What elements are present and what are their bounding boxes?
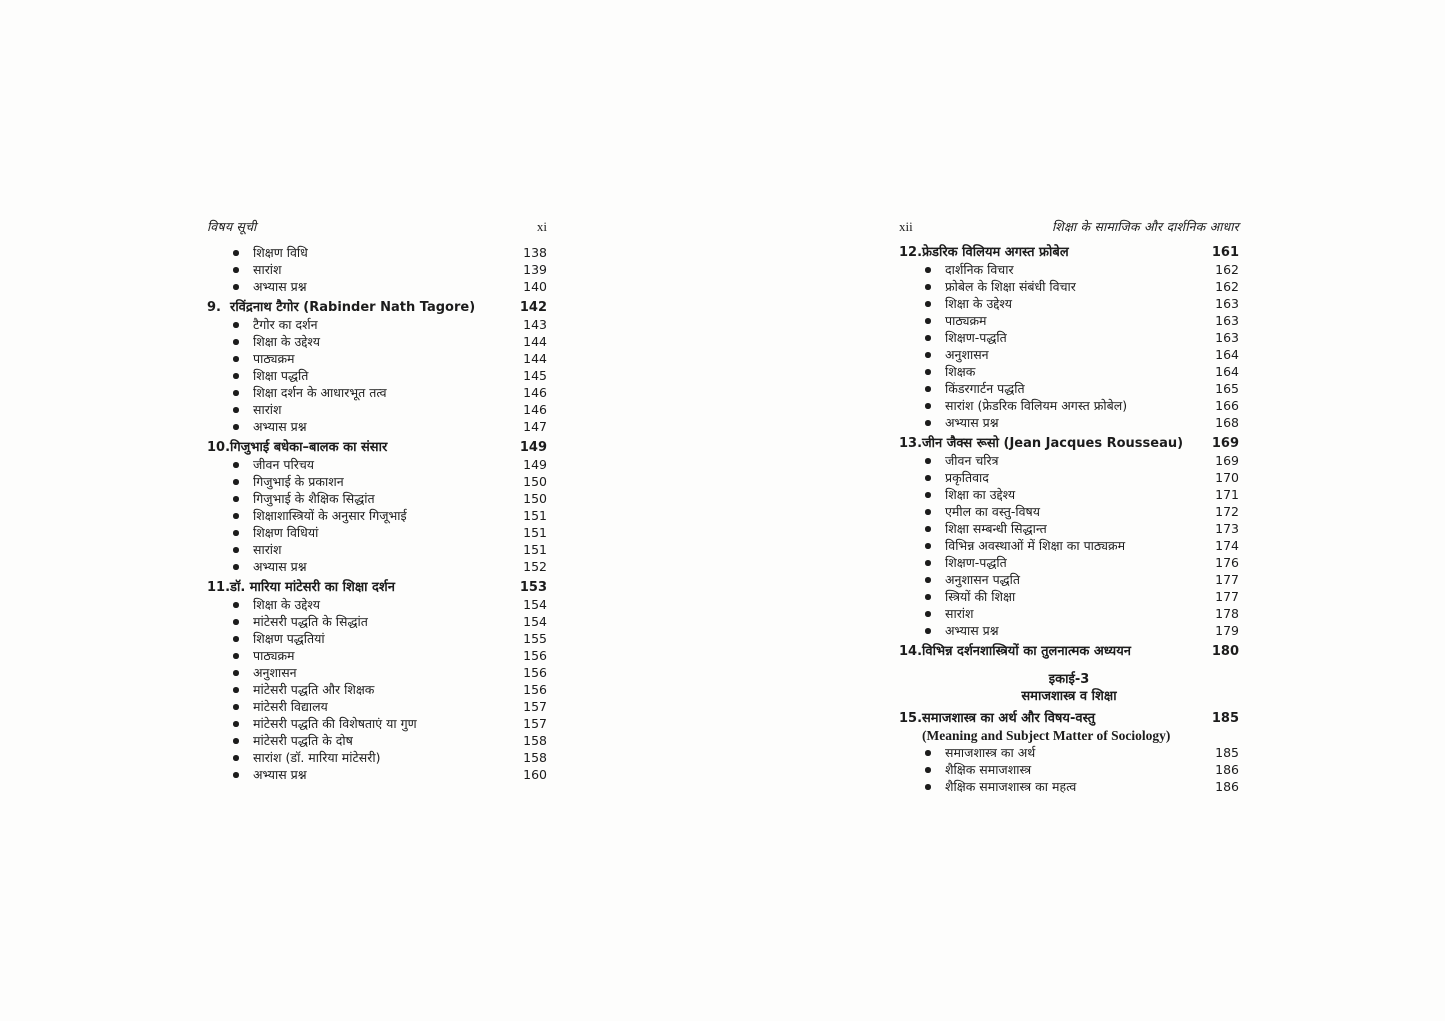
toc-sub-row [207, 664, 547, 681]
toc-entry-label: गिजुभाई बधेका–बालक का संसार [230, 440, 388, 455]
toc-entry-label: शिक्षक [945, 364, 976, 379]
toc-left-column [207, 244, 547, 783]
toc-entry-page-number: 138 [523, 245, 547, 260]
toc-entry-label: मांटेसरी पद्धति और शिक्षक [253, 682, 375, 697]
toc-entry-page-number: 151 [523, 525, 547, 540]
bullet-icon [233, 250, 239, 256]
toc-entry-page-number: 140 [523, 279, 547, 294]
toc-entry-label: अभ्यास प्रश्न [945, 415, 999, 430]
toc-entry-label: इकाई-3 [1048, 672, 1090, 687]
toc-entry-page-number: 162 [1215, 279, 1239, 294]
toc-entry-label: मांटेसरी पद्धति के दोष [253, 733, 353, 748]
toc-sub-row [207, 647, 547, 664]
toc-entry-label: शिक्षा दर्शन के आधारभूत तत्व [253, 385, 387, 400]
toc-entry-label: शिक्षण-पद्धति [945, 330, 1007, 345]
toc-entry-label: विभिन्न दर्शनशास्त्रियों का तुलनात्मक अध्ययन [922, 644, 1131, 659]
toc-sub-row [207, 630, 547, 647]
toc-sub-row [207, 418, 547, 435]
bullet-icon [233, 670, 239, 676]
toc-sub-row [207, 681, 547, 698]
toc-chapter-row [899, 643, 1239, 660]
bullet-icon [233, 356, 239, 362]
toc-sub-row [207, 507, 547, 524]
bullet-icon [925, 492, 931, 498]
toc-entry-page-number: 176 [1215, 555, 1239, 570]
left-page [207, 218, 547, 783]
toc-entry-page-number: 149 [523, 457, 547, 472]
bullet-icon [925, 458, 931, 464]
toc-sub-row [207, 367, 547, 384]
right-running-title: शिक्षा के सामाजिक और दार्शनिक आधार [1052, 219, 1239, 234]
bullet-icon [925, 560, 931, 566]
bullet-icon [233, 738, 239, 744]
toc-entry-label: शिक्षा पद्धति [253, 368, 309, 383]
toc-entry-page-number: 163 [1215, 313, 1239, 328]
toc-entry-label: शैक्षिक समाजशास्त्र का महत्व [945, 779, 1077, 794]
toc-sub-row [207, 490, 547, 507]
toc-entry-page-number: 150 [523, 491, 547, 506]
toc-entry-number: 9. [207, 300, 221, 315]
toc-entry-page-number: 185 [1215, 745, 1239, 760]
toc-entry-label: शिक्षा के उद्देश्य [253, 597, 320, 612]
toc-entry-number: 13. [899, 436, 923, 451]
toc-entry-page-number: 177 [1215, 572, 1239, 587]
toc-entry-page-number: 185 [1211, 711, 1239, 726]
bullet-icon [233, 636, 239, 642]
toc-entry-page-number: 163 [1215, 330, 1239, 345]
bullet-icon [925, 420, 931, 426]
toc-entry-page-number: 169 [1211, 436, 1239, 451]
toc-entry-number: 15. [899, 711, 923, 726]
toc-entry-label: अभ्यास प्रश्न [253, 279, 307, 294]
toc-entry-page-number: 143 [523, 317, 547, 332]
toc-entry-page-number: 186 [1215, 779, 1239, 794]
toc-sub-row [899, 346, 1239, 363]
bullet-icon [925, 594, 931, 600]
toc-sub-row [207, 524, 547, 541]
toc-sub-row [899, 554, 1239, 571]
right-page-header [899, 218, 1239, 234]
toc-entry-page-number: 150 [523, 474, 547, 489]
bullet-icon [233, 547, 239, 553]
bullet-icon [925, 352, 931, 358]
toc-sub-row [899, 571, 1239, 588]
toc-entry-label: अभ्यास प्रश्न [945, 623, 999, 638]
toc-sub-row [207, 316, 547, 333]
bullet-icon [233, 479, 239, 485]
toc-entry-page-number: 162 [1215, 262, 1239, 277]
bullet-icon [233, 424, 239, 430]
toc-chapter-row [207, 579, 547, 596]
bullet-icon [925, 543, 931, 549]
toc-entry-label: अनुशासन [253, 665, 297, 680]
toc-sub-row [207, 261, 547, 278]
toc-entry-page-number: 155 [523, 631, 547, 646]
bullet-icon [925, 267, 931, 273]
toc-sub-row [899, 469, 1239, 486]
left-page-header [207, 218, 547, 234]
toc-entry-label: शिक्षण विधियां [253, 525, 319, 540]
bullet-icon [925, 403, 931, 409]
toc-entry-label: पाठ्यक्रम [253, 648, 295, 663]
toc-entry-label: शिक्षण पद्धतियां [253, 631, 325, 646]
toc-entry-page-number: 146 [523, 402, 547, 417]
toc-entry-page-number: 149 [519, 440, 547, 455]
bullet-icon [233, 653, 239, 659]
toc-entry-label: फ्रेडरिक विलियम अगस्त फ्रोबेल [922, 245, 1069, 260]
toc-entry-label: एमील का वस्तु-विषय [945, 504, 1040, 519]
toc-sub-row [207, 715, 547, 732]
toc-entry-page-number: 174 [1215, 538, 1239, 553]
toc-note-row [899, 727, 1239, 744]
toc-sub-row [899, 414, 1239, 431]
toc-entry-label: शिक्षण विधि [253, 245, 308, 260]
toc-sub-row [207, 766, 547, 783]
bullet-icon [233, 407, 239, 413]
bullet-icon [925, 577, 931, 583]
bullet-icon [233, 772, 239, 778]
toc-chapter-row [899, 435, 1239, 452]
toc-entry-page-number: 178 [1215, 606, 1239, 621]
toc-sub-row [899, 605, 1239, 622]
toc-entry-page-number: 151 [523, 508, 547, 523]
toc-entry-page-number: 179 [1215, 623, 1239, 638]
toc-entry-label: शिक्षा के उद्देश्य [253, 334, 320, 349]
bullet-icon [925, 750, 931, 756]
toc-entry-label: पाठ्यक्रम [253, 351, 295, 366]
toc-entry-page-number: 164 [1215, 364, 1239, 379]
toc-sub-row [207, 333, 547, 350]
bullet-icon [925, 318, 931, 324]
toc-entry-label: सारांश [253, 542, 282, 557]
toc-entry-label: रविंद्रनाथ टैगोर (Rabinder Nath Tagore) [230, 300, 476, 315]
toc-sub-row [207, 384, 547, 401]
toc-sub-row [899, 363, 1239, 380]
toc-entry-page-number: 160 [523, 767, 547, 782]
toc-entry-page-number: 186 [1215, 762, 1239, 777]
toc-entry-page-number: 177 [1215, 589, 1239, 604]
toc-entry-number: 10. [207, 440, 231, 455]
toc-sub-row [899, 622, 1239, 639]
toc-sub-row [899, 329, 1239, 346]
bullet-icon [925, 611, 931, 617]
toc-sub-row [207, 698, 547, 715]
toc-entry-label: मांटेसरी पद्धति के सिद्धांत [253, 614, 368, 629]
bullet-icon [233, 513, 239, 519]
bullet-icon [233, 462, 239, 468]
toc-entry-page-number: 165 [1215, 381, 1239, 396]
toc-entry-label: शैक्षिक समाजशास्त्र [945, 762, 1032, 777]
toc-entry-page-number: 164 [1215, 347, 1239, 362]
bullet-icon [925, 628, 931, 634]
toc-entry-label: टैगोर का दर्शन [253, 317, 318, 332]
toc-entry-label: पाठ्यक्रम [945, 313, 987, 328]
toc-entry-label: फ्रोबेल के शिक्षा संबंधी विचार [945, 279, 1076, 294]
toc-entry-label: डॉ. मारिया मांटेसरी का शिक्षा दर्शन [230, 580, 395, 595]
bullet-icon [233, 619, 239, 625]
toc-sub-row [207, 350, 547, 367]
toc-entry-label: समाजशास्त्र का अर्थ [945, 745, 1036, 760]
toc-chapter-row [899, 244, 1239, 261]
toc-entry-page-number: 161 [1211, 245, 1239, 260]
toc-entry-page-number: 156 [523, 665, 547, 680]
toc-entry-label: अभ्यास प्रश्न [253, 419, 307, 434]
toc-entry-label: शिक्षा का उद्देश्य [945, 487, 1016, 502]
toc-entry-page-number: 144 [523, 351, 547, 366]
toc-entry-label: गिजुभाई के प्रकाशन [253, 474, 344, 489]
toc-entry-page-number: 139 [523, 262, 547, 277]
bullet-icon [233, 373, 239, 379]
toc-entry-page-number: 168 [1215, 415, 1239, 430]
toc-entry-page-number: 154 [523, 614, 547, 629]
bullet-icon [233, 390, 239, 396]
toc-sub-row [207, 456, 547, 473]
toc-sub-row [899, 486, 1239, 503]
toc-entry-label: समाजशास्त्र व शिक्षा [1021, 689, 1117, 704]
toc-entry-label: जीवन परिचय [253, 457, 315, 472]
toc-sub-row [207, 401, 547, 418]
toc-entry-page-number: 157 [523, 699, 547, 714]
toc-sub-row [899, 761, 1239, 778]
bullet-icon [925, 301, 931, 307]
toc-sub-row [899, 380, 1239, 397]
toc-sub-row [207, 541, 547, 558]
toc-sub-row [899, 520, 1239, 537]
toc-unit-row [899, 671, 1239, 688]
toc-entry-label: अभ्यास प्रश्न [253, 559, 307, 574]
toc-entry-label: अभ्यास प्रश्न [253, 767, 307, 782]
toc-entry-label: जीवन चरित्र [945, 453, 999, 468]
toc-entry-page-number: 173 [1215, 521, 1239, 536]
toc-entry-label: मांटेसरी विद्यालय [253, 699, 328, 714]
toc-chapter-row [899, 710, 1239, 727]
toc-entry-page-number: 156 [523, 648, 547, 663]
bullet-icon [925, 369, 931, 375]
bullet-icon [925, 386, 931, 392]
toc-entry-label: सारांश [253, 402, 282, 417]
toc-sub-row [899, 261, 1239, 278]
toc-entry-page-number: 170 [1215, 470, 1239, 485]
toc-entry-page-number: 171 [1215, 487, 1239, 502]
toc-entry-label: सारांश (डॉ. मारिया मांटेसरी) [253, 750, 381, 765]
toc-sub-row [207, 732, 547, 749]
bullet-icon [233, 602, 239, 608]
toc-sub-row [207, 244, 547, 261]
toc-entry-label: (Meaning and Subject Matter of Sociology) [922, 728, 1171, 743]
toc-entry-label: सारांश (फ्रेडरिक विलियम अगस्त फ्रोबेल) [945, 398, 1128, 413]
toc-sub-row [899, 503, 1239, 520]
toc-sub-row [899, 295, 1239, 312]
toc-entry-page-number: 157 [523, 716, 547, 731]
toc-entry-label: शिक्षण-पद्धति [945, 555, 1007, 570]
toc-entry-label: अनुशासन [945, 347, 989, 362]
toc-entry-page-number: 163 [1215, 296, 1239, 311]
right-page-folio: xii [899, 219, 913, 234]
toc-entry-number: 11. [207, 580, 231, 595]
toc-sub-row [899, 778, 1239, 795]
bullet-icon [233, 687, 239, 693]
toc-entry-page-number: 151 [523, 542, 547, 557]
toc-entry-label: मांटेसरी पद्धति की विशेषताएं या गुण [253, 716, 417, 731]
bullet-icon [233, 339, 239, 345]
toc-entry-label: शिक्षाशास्त्रियों के अनुसार गिजूभाई [253, 508, 407, 523]
toc-chapter-row [207, 299, 547, 316]
bullet-icon [925, 767, 931, 773]
bullet-icon [233, 322, 239, 328]
bullet-icon [925, 526, 931, 532]
right-page [899, 218, 1239, 795]
toc-sub-row [899, 588, 1239, 605]
toc-entry-number: 12. [899, 245, 923, 260]
toc-entry-label: दार्शनिक विचार [945, 262, 1014, 277]
toc-entry-page-number: 158 [523, 750, 547, 765]
bullet-icon [233, 496, 239, 502]
toc-entry-label: विभिन्न अवस्थाओं में शिक्षा का पाठ्यक्रम [945, 538, 1126, 553]
toc-right-column [899, 244, 1239, 795]
toc-entry-page-number: 152 [523, 559, 547, 574]
toc-sub-row [899, 452, 1239, 469]
toc-entry-page-number: 147 [523, 419, 547, 434]
toc-entry-page-number: 169 [1215, 453, 1239, 468]
toc-entry-label: शिक्षा के उद्देश्य [945, 296, 1012, 311]
toc-entry-page-number: 144 [523, 334, 547, 349]
bullet-icon [233, 721, 239, 727]
toc-entry-label: सारांश [945, 606, 974, 621]
toc-entry-number: 14. [899, 644, 923, 659]
toc-entry-page-number: 166 [1215, 398, 1239, 413]
toc-unit-row [899, 688, 1239, 705]
bullet-icon [925, 335, 931, 341]
bullet-icon [925, 475, 931, 481]
toc-entry-label: अनुशासन पद्धति [945, 572, 1021, 587]
toc-entry-label: सारांश [253, 262, 282, 277]
toc-entry-label: जीन जैक्स रूसो (Jean Jacques Rousseau) [922, 436, 1184, 451]
bullet-icon [925, 509, 931, 515]
toc-sub-row [899, 537, 1239, 554]
toc-sub-row [207, 596, 547, 613]
toc-entry-page-number: 142 [519, 300, 547, 315]
left-running-title: विषय सूची [207, 219, 257, 234]
left-page-folio: xi [536, 219, 547, 234]
toc-sub-row [899, 397, 1239, 414]
toc-entry-label: गिजुभाई के शैक्षिक सिद्धांत [253, 491, 375, 506]
toc-sub-row [207, 473, 547, 490]
bullet-icon [925, 284, 931, 290]
bullet-icon [925, 784, 931, 790]
toc-sub-row [207, 558, 547, 575]
toc-chapter-row [207, 439, 547, 456]
toc-entry-page-number: 158 [523, 733, 547, 748]
bullet-icon [233, 564, 239, 570]
toc-sub-row [899, 278, 1239, 295]
toc-entry-page-number: 156 [523, 682, 547, 697]
toc-sub-row [207, 278, 547, 295]
toc-entry-label: प्रकृतिवाद [945, 470, 989, 485]
toc-entry-page-number: 153 [519, 580, 547, 595]
bullet-icon [233, 704, 239, 710]
bullet-icon [233, 284, 239, 290]
toc-entry-label: शिक्षा सम्बन्धी सिद्धान्त [945, 521, 1047, 536]
toc-sub-row [899, 744, 1239, 761]
toc-entry-label: स्त्रियों की शिक्षा [945, 589, 1016, 604]
toc-entry-label: किंडरगार्टन पद्धति [945, 381, 1025, 396]
toc-sub-row [899, 312, 1239, 329]
toc-sub-row [207, 749, 547, 766]
toc-entry-page-number: 146 [523, 385, 547, 400]
toc-entry-page-number: 180 [1211, 644, 1239, 659]
toc-sub-row [207, 613, 547, 630]
toc-entry-page-number: 154 [523, 597, 547, 612]
toc-entry-page-number: 172 [1215, 504, 1239, 519]
bullet-icon [233, 267, 239, 273]
toc-entry-label: समाजशास्त्र का अर्थ और विषय-वस्तु [922, 711, 1096, 726]
bullet-icon [233, 530, 239, 536]
bullet-icon [233, 755, 239, 761]
toc-entry-page-number: 145 [523, 368, 547, 383]
